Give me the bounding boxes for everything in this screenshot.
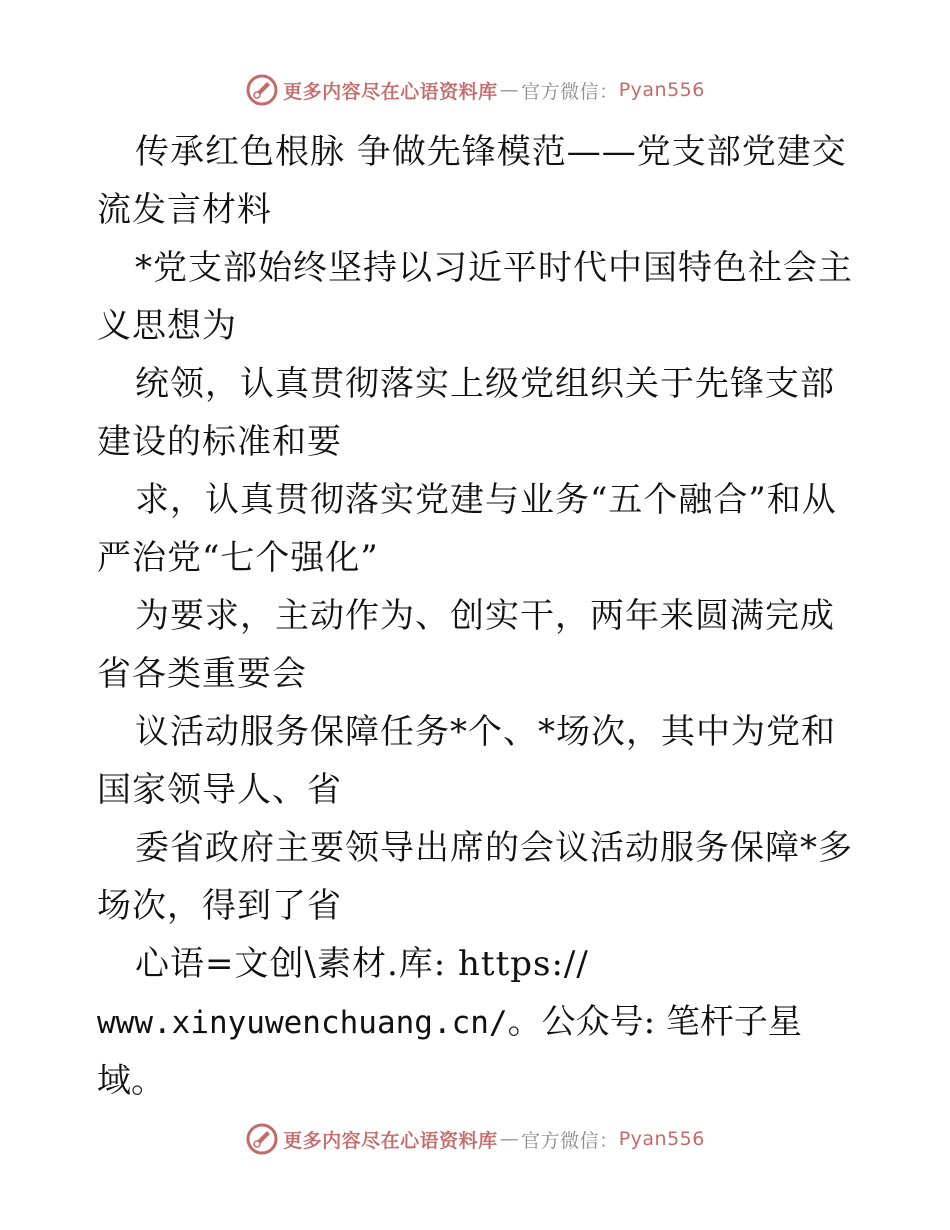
paragraph-3: 求，认真贯彻落实党建与业务“五个融合”和从严治党“七个强化” <box>97 480 837 578</box>
banner-dash: — <box>499 79 520 101</box>
source-line <box>97 935 867 993</box>
source-suffix: 。公众号: 笔杆子星域。 <box>97 1002 802 1101</box>
banner-dash: — <box>499 1128 520 1150</box>
paragraph-5: 议活动服务保障任务*个、*场次，其中为党和国家领导人、省 <box>97 712 836 810</box>
document-body <box>97 123 867 1110</box>
seal-logo-icon <box>245 73 279 107</box>
header-banner <box>0 70 950 110</box>
banner-wechat-id: Pyan556 <box>618 1128 705 1150</box>
footer-banner <box>0 1119 950 1159</box>
source-prefix: 心语=文创\素材.库: https:// <box>135 944 589 984</box>
source-url-line <box>97 993 867 1110</box>
source-url: www.xinyuwenchuang.cn/ <box>97 1005 508 1041</box>
banner-official-label: 官方微信： <box>521 80 619 103</box>
banner-wechat-id: Pyan556 <box>618 79 705 101</box>
paragraph-6: 委省政府主要领导出席的会议活动服务保障*多场次，得到了省 <box>97 828 853 926</box>
paragraph-1: *党支部始终坚持以习近平时代中国特色社会主义思想为 <box>97 248 853 346</box>
paragraph-2: 统领，认真贯彻落实上级党组织关于先锋支部建设的标准和要 <box>97 364 835 462</box>
banner-official-label: 官方微信： <box>521 1129 619 1152</box>
banner-brand: 更多内容尽在心语资料库 <box>283 1129 498 1152</box>
paragraph-4: 为要求，主动作为、创实干，两年来圆满完成省各类重要会 <box>97 596 835 694</box>
seal-logo-icon <box>245 1122 279 1156</box>
document-title: 传承红色根脉 争做先锋模范——党支部党建交流发言材料 <box>97 132 847 230</box>
banner-brand: 更多内容尽在心语资料库 <box>283 80 498 103</box>
